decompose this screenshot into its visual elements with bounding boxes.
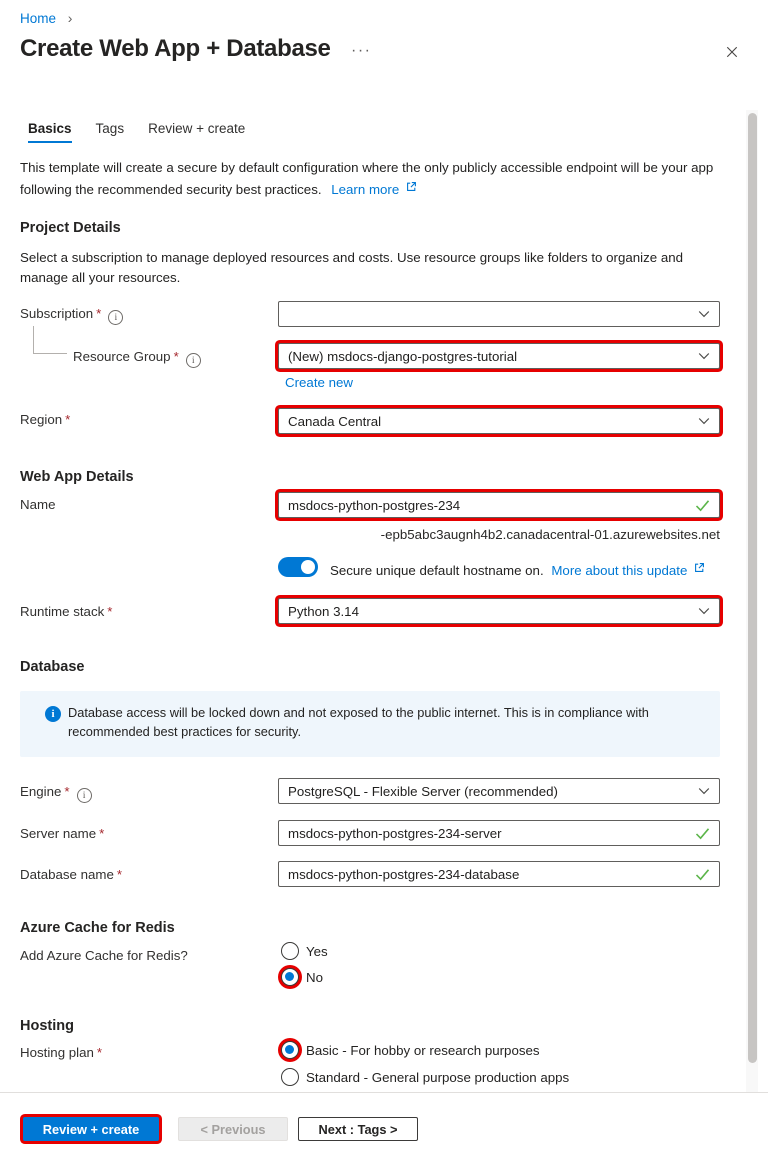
tab-basics[interactable]: Basics bbox=[28, 121, 72, 143]
tab-tags[interactable]: Tags bbox=[95, 121, 125, 136]
create-new-link[interactable]: Create new bbox=[285, 375, 353, 390]
intro-description: This template will create a secure by default configuration where the only publicly accessible endpoint will be your app following the recommended security best practices. bbox=[20, 160, 714, 197]
resource-group-label-text: Resource Group bbox=[73, 349, 171, 364]
more-options-button[interactable]: ··· bbox=[351, 42, 372, 59]
chevron-down-icon bbox=[698, 417, 710, 425]
database-name-input[interactable] bbox=[278, 861, 720, 887]
footer-divider bbox=[0, 1092, 768, 1093]
project-details-description: Select a subscription to manage deployed resources and costs. Use resource groups like folders to organize and manage all your resources. bbox=[20, 250, 684, 285]
chevron-down-icon bbox=[698, 310, 710, 318]
hosting-heading: Hosting bbox=[20, 1018, 74, 1034]
required-asterisk: * bbox=[65, 412, 71, 427]
redis-question-label: Add Azure Cache for Redis? bbox=[20, 948, 188, 963]
region-label bbox=[20, 412, 70, 427]
region-select[interactable] bbox=[278, 408, 720, 434]
resource-group-value: (New) msdocs-django-postgres-tutorial bbox=[288, 348, 518, 364]
chevron-down-icon bbox=[698, 607, 710, 615]
required-asterisk: * bbox=[107, 604, 113, 619]
engine-label bbox=[20, 784, 92, 803]
resource-group-label bbox=[73, 349, 201, 368]
info-icon[interactable] bbox=[186, 353, 201, 368]
info-icon bbox=[45, 706, 61, 722]
more-about-update-link[interactable]: More about this update bbox=[551, 563, 688, 578]
hosting-plan-label-text: Hosting plan bbox=[20, 1045, 94, 1060]
review-create-button[interactable]: Review + create bbox=[23, 1117, 159, 1141]
database-name-label-text: Database name bbox=[20, 867, 114, 882]
database-heading: Database bbox=[20, 659, 85, 675]
engine-label-text: Engine bbox=[20, 784, 62, 799]
region-value: Canada Central bbox=[288, 413, 382, 429]
engine-value: PostgreSQL - Flexible Server (recommended) bbox=[288, 783, 558, 799]
hosting-basic-radio[interactable] bbox=[281, 1041, 299, 1059]
redis-yes-radio[interactable] bbox=[281, 942, 299, 960]
required-asterisk: * bbox=[173, 349, 179, 364]
breadcrumb-home-link[interactable]: Home bbox=[20, 11, 57, 26]
runtime-stack-select[interactable] bbox=[278, 598, 720, 624]
secure-hostname-text: Secure unique default hostname on. bbox=[330, 563, 544, 578]
previous-button[interactable]: < Previous bbox=[178, 1117, 288, 1141]
database-name-label bbox=[20, 867, 122, 882]
info-banner-text: Database access will be locked down and not exposed to the public internet. This is in compliance with recommended best practices for security. bbox=[68, 705, 649, 739]
server-name-value: msdocs-python-postgres-234-server bbox=[288, 825, 502, 841]
project-details-heading: Project Details bbox=[20, 220, 121, 236]
hostname-suffix: -epb5abc3augnh4b2.canadacentral-01.azurewebsites.net bbox=[380, 527, 720, 542]
secure-hostname-toggle[interactable] bbox=[278, 557, 318, 577]
close-icon[interactable] bbox=[720, 40, 744, 64]
info-banner bbox=[20, 691, 720, 757]
name-input[interactable] bbox=[278, 492, 720, 518]
subscription-select[interactable] bbox=[278, 301, 720, 327]
external-link-icon bbox=[406, 178, 417, 198]
breadcrumb-chevron-icon: › bbox=[67, 10, 73, 26]
external-link-icon bbox=[694, 559, 705, 579]
info-icon[interactable] bbox=[77, 788, 92, 803]
region-label-text: Region bbox=[20, 412, 63, 427]
resource-group-indent-line bbox=[33, 326, 67, 354]
intro-text bbox=[20, 158, 728, 200]
secure-hostname-row bbox=[330, 559, 705, 581]
redis-no-label: No bbox=[306, 970, 323, 985]
chevron-down-icon bbox=[698, 787, 710, 795]
next-tags-button[interactable]: Next : Tags > bbox=[298, 1117, 418, 1141]
required-asterisk: * bbox=[116, 867, 123, 882]
server-name-label bbox=[20, 826, 104, 841]
redis-no-radio[interactable] bbox=[281, 968, 299, 986]
valid-check-icon bbox=[695, 827, 710, 840]
server-name-label-text: Server name bbox=[20, 826, 97, 841]
learn-more-link[interactable]: Learn more bbox=[331, 182, 400, 197]
required-asterisk: * bbox=[96, 306, 102, 321]
database-name-value: msdocs-python-postgres-234-database bbox=[288, 866, 520, 882]
page-title: Create Web App + Database bbox=[20, 35, 331, 62]
resource-group-select[interactable] bbox=[278, 343, 720, 369]
runtime-stack-label-text: Runtime stack bbox=[20, 604, 105, 619]
name-value: msdocs-python-postgres-234 bbox=[288, 497, 461, 513]
hosting-standard-label: Standard - General purpose production apps bbox=[306, 1070, 570, 1085]
hosting-plan-label bbox=[20, 1045, 102, 1060]
engine-select[interactable] bbox=[278, 778, 720, 804]
tab-bar bbox=[28, 121, 245, 143]
valid-check-icon bbox=[695, 499, 710, 512]
chevron-down-icon bbox=[698, 352, 710, 360]
runtime-stack-value: Python 3.14 bbox=[288, 603, 359, 619]
web-app-details-heading: Web App Details bbox=[20, 469, 134, 485]
server-name-input[interactable] bbox=[278, 820, 720, 846]
info-icon[interactable] bbox=[108, 310, 123, 325]
tab-review-create[interactable]: Review + create bbox=[148, 121, 246, 136]
name-label: Name bbox=[20, 497, 56, 512]
redis-heading: Azure Cache for Redis bbox=[20, 920, 175, 936]
hosting-basic-label: Basic - For hobby or research purposes bbox=[306, 1043, 540, 1058]
subscription-label-text: Subscription bbox=[20, 306, 94, 321]
subscription-label bbox=[20, 306, 123, 325]
scrollbar-thumb[interactable] bbox=[748, 113, 757, 1063]
required-asterisk: * bbox=[64, 784, 70, 799]
valid-check-icon bbox=[695, 868, 710, 881]
required-asterisk: * bbox=[99, 826, 105, 841]
required-asterisk: * bbox=[96, 1045, 103, 1060]
redis-yes-label: Yes bbox=[306, 944, 328, 959]
runtime-stack-label bbox=[20, 604, 112, 619]
hosting-standard-radio[interactable] bbox=[281, 1068, 299, 1086]
breadcrumb bbox=[20, 10, 72, 26]
